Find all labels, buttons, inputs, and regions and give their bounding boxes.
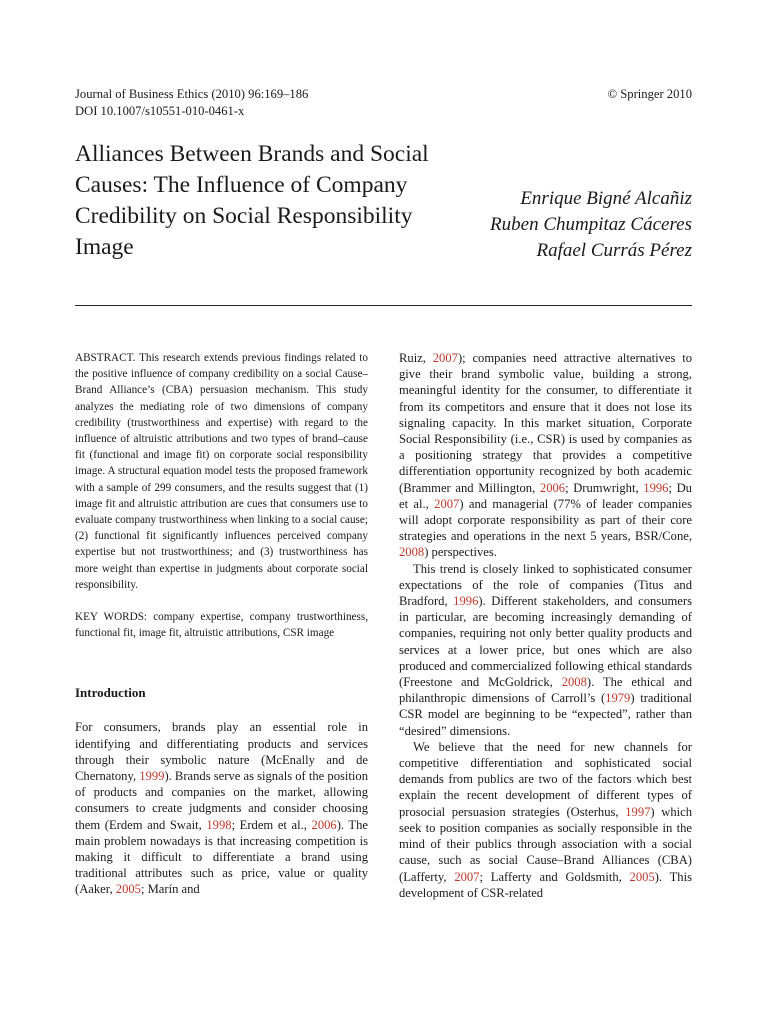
abstract-label: ABSTRACT. xyxy=(75,352,136,364)
text-run: This trend is closely linked to sophisticated consumer expectations of the role of companies (Titus and Bradford, xyxy=(399,561,692,609)
citation-link[interactable]: 1998 xyxy=(206,817,232,832)
author-name: Ruben Chumpitaz Cáceres xyxy=(490,214,692,235)
text-run: Ruiz, xyxy=(399,351,433,365)
text-run: ) and managerial (77% of leader companies will adopt corporate responsibility as part of their core strategies and operations in the next 5 years, BSR/Cone, xyxy=(399,496,692,544)
section-heading-introduction: Introduction xyxy=(75,685,146,701)
keywords-label: KEY WORDS: xyxy=(75,611,148,624)
citation-link[interactable]: 1997 xyxy=(625,804,651,819)
text-run: ). The ethical and philanthropic dimensions of Carroll’s ( xyxy=(399,675,692,706)
text-run: ) traditional CSR model are beginning to be “expected”, rather than “desired” dimensions. xyxy=(399,691,692,738)
text-run: ). Brands serve as signals of the position of products and companies on the market, allowing consumers to create judgments and consider choosing them (Erdem and Swait, xyxy=(75,769,369,832)
text-run: ; Drumwright, xyxy=(565,480,644,495)
article-title: Alliances Between Brands and Social Causes: The Influence of Company Credibility on Social Responsibility Image xyxy=(75,141,429,260)
author-list xyxy=(490,186,692,264)
author-name: Enrique Bigné Alcañiz xyxy=(520,188,692,209)
citation-link[interactable]: 2007 xyxy=(432,351,458,365)
citation-link[interactable]: 1999 xyxy=(139,769,165,784)
abstract-text: This research extends previous findings related to the positive influence of company credibility on a social Cause–Brand Alliance’s (CBA) persuasion mechanism. This study analyzes the mediating role of two dimensions of company credibility (trustworthiness and expertise) with regard to the influence of altruistic attributions and two types of brand–cause fit (functional and image fit) on corporate social responsibility image. A structural equation model tests the proposed framework with a sample of 299 consumers, and the results suggest that (1) image fit and altruistic attribution are cues that consumers use to evaluate company trustworthiness when linking to a social cause; (2) functional fit significantly influences perceived company expertise but not trustworthiness; and (3) trustworthiness has more weight than expertise in judgments about corporate social responsibility. xyxy=(75,352,368,591)
text-run: ; Lafferty and Goldsmith, xyxy=(479,869,630,884)
citation-link[interactable]: 2008 xyxy=(399,545,425,560)
text-run: ). Different stakeholders, and consumers in particular, are becoming increasingly demanding of companies, requiring not only better quality products and services at a lower price, but ones which are also produced and commercialized following ethical standards (Freestone and McGoldrick, xyxy=(399,594,692,690)
text-run: We believe that the need for new channels for competitive differentiation and sophisticated social demands from publics are two of the factors which best explain the recent development of different types of prosocial persuasion strategies (Osterhus, xyxy=(399,739,692,819)
citation-link[interactable]: 2005 xyxy=(115,882,141,897)
citation-link[interactable]: 2007 xyxy=(454,869,480,884)
citation-link[interactable]: 2006 xyxy=(311,817,337,832)
citation-link[interactable]: 2006 xyxy=(539,480,566,495)
text-run: ; Du et al., xyxy=(399,480,692,511)
text-run: ; Erdem et al., xyxy=(231,817,312,832)
body-paragraph xyxy=(399,561,692,739)
citation-link[interactable]: 2007 xyxy=(434,496,460,511)
citation-link[interactable]: 1996 xyxy=(453,594,479,609)
keywords-text: company expertise, company trustworthiness, functional fit, image fit, altruistic attributions, CSR image xyxy=(75,611,369,640)
text-run: ). This development of CSR-related xyxy=(399,869,692,900)
text-run: ) perspectives. xyxy=(424,545,497,560)
citation-link[interactable]: 2005 xyxy=(629,869,655,884)
citation-link[interactable]: 2008 xyxy=(561,675,587,690)
journal-line: Journal of Business Ethics (2010) 96:169–186 xyxy=(75,87,309,101)
body-paragraph xyxy=(399,739,692,901)
body-paragraph xyxy=(399,350,692,561)
copyright-notice: © Springer 2010 xyxy=(607,87,692,101)
left-column xyxy=(75,350,368,898)
text-run: ) which seek to position companies as socially responsible in the mind of their publics through association with a social cause, such as social Cause–Brand Alliances (CBA) (Lafferty, xyxy=(399,804,693,884)
title-divider xyxy=(75,305,692,306)
right-column xyxy=(399,350,692,901)
text-run: ; Marín and xyxy=(140,882,200,897)
text-run: For consumers, brands play an essential role in identifying and differentiating products and services through their symbolic nature (McEnally and de Chernatony, xyxy=(75,720,368,784)
journal-citation xyxy=(75,86,308,120)
keywords xyxy=(75,609,368,641)
citation-link[interactable]: 1996 xyxy=(643,480,669,495)
author-name: Rafael Currás Pérez xyxy=(536,240,692,261)
intro-paragraph xyxy=(75,719,368,897)
abstract xyxy=(75,350,368,593)
text-run: ). The main problem nowadays is that increasing competition is making it difficult to differentiate a brand using traditional attributes such as price, value or quality (Aaker, xyxy=(75,817,368,897)
text-run: ); companies need attractive alternatives to give their brand symbolic value, building a strong, meaningful identity for the consumer, to differentiate it from its competitors and ensure that it does not lose its signaling capacity. In this market situation, Corporate Social Responsibility (i.e., CSR) is used by companies as a positioning strategy that provides a competitive differentiation opportunity recognized by both academic (Brammer and Millington, xyxy=(399,351,692,495)
doi-line[interactable]: DOI 10.1007/s10551-010-0461-x xyxy=(75,104,245,118)
citation-link[interactable]: 1979 xyxy=(605,691,631,706)
